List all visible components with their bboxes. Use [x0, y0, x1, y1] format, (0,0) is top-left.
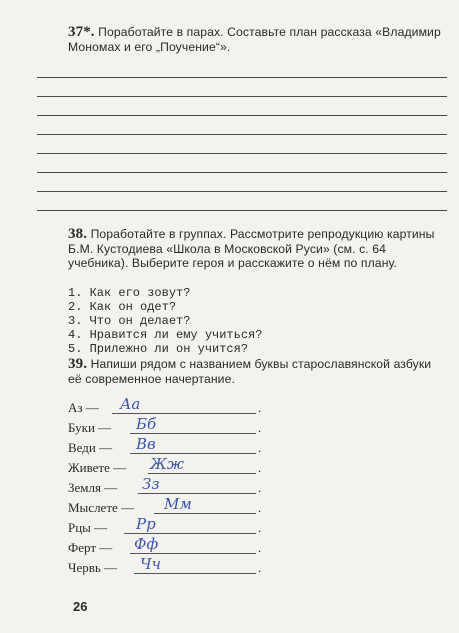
letter-row-fert: [68, 535, 288, 558]
letter-name: Земля —: [68, 480, 118, 495]
task-37-number: 37*.: [68, 24, 95, 40]
letter-name: Живете —: [68, 460, 127, 475]
answer-line: [124, 533, 256, 534]
letter-name: Рцы —: [68, 520, 108, 535]
handwritten-answer: Рр: [136, 515, 156, 533]
answer-line: [154, 513, 256, 514]
letter-row-buki: [68, 415, 288, 438]
plan-item: 2. Как он одет?: [68, 300, 177, 314]
answer-line: [37, 210, 447, 211]
answer-line: [37, 96, 447, 97]
letter-name: Ферт —: [68, 540, 113, 555]
alphabet-list: [68, 395, 288, 578]
period: .: [258, 420, 262, 435]
task-38: [68, 227, 448, 271]
letter-name: Аз —: [68, 400, 99, 415]
task-37: [68, 25, 448, 54]
answer-line: [134, 573, 256, 574]
answer-line: [37, 134, 447, 135]
letter-row-zhivete: [68, 455, 288, 478]
letter-name: Червь —: [68, 560, 118, 575]
task-37-text: Поработайте в парах. Составьте план рассказа «Владимир Мономах и его „Поучение“».: [68, 25, 441, 54]
handwritten-answer: Мм: [164, 495, 192, 513]
task-39-text: Напиши рядом с названием буквы старославянской азбуки её современное начертание.: [68, 357, 432, 386]
answer-line: [37, 77, 447, 78]
plan-item: 5. Прилежно ли он учится?: [68, 342, 249, 356]
page-number: 26: [73, 599, 88, 614]
task-38-number: 38.: [68, 226, 88, 242]
task-38-text: Поработайте в группах. Рассмотрите репродукцию картины Б.М. Кустодиева «Школа в Московской Руси» (см. с. 64 учебника). Выберите героя и расскажите о нём по плану.: [68, 227, 435, 271]
letter-row-myslete: [68, 495, 288, 518]
answer-line: [112, 413, 256, 414]
handwritten-answer: Бб: [136, 415, 157, 433]
period: .: [258, 500, 262, 515]
handwritten-answer: Чч: [140, 555, 161, 573]
answer-line: [37, 191, 447, 192]
answer-line: [37, 172, 447, 173]
answer-line: [37, 115, 447, 116]
task-39-number: 39.: [68, 356, 88, 372]
answer-line: [148, 473, 256, 474]
plan-item: 4. Нравится ли ему учиться?: [68, 328, 263, 342]
handwritten-answer: Фф: [134, 535, 159, 553]
period: .: [258, 560, 262, 575]
answer-line: [138, 493, 256, 494]
letter-row-chervʹ: [68, 555, 288, 578]
handwritten-answer: Зз: [142, 475, 160, 493]
answer-line: [130, 553, 256, 554]
letter-row-az: [68, 395, 288, 418]
period: .: [258, 400, 262, 415]
task-39: [68, 357, 448, 386]
letter-name: Мыслете —: [68, 500, 135, 515]
handwritten-answer: Вв: [136, 435, 156, 453]
period: .: [258, 460, 262, 475]
answer-line: [130, 453, 256, 454]
period: .: [258, 540, 262, 555]
handwritten-answer: Жж: [150, 455, 184, 473]
period: .: [258, 440, 262, 455]
answer-line: [130, 433, 256, 434]
period: .: [258, 520, 262, 535]
letter-row-rtsy: [68, 515, 288, 538]
task-38-plan: [68, 286, 368, 356]
letter-name: Веди —: [68, 440, 113, 455]
answer-line: [37, 153, 447, 154]
plan-item: 3. Что он делает?: [68, 314, 191, 328]
period: .: [258, 480, 262, 495]
plan-item: 1. Как его зовут?: [68, 286, 191, 300]
letter-name: Буки —: [68, 420, 112, 435]
handwritten-answer: Аа: [120, 395, 141, 413]
